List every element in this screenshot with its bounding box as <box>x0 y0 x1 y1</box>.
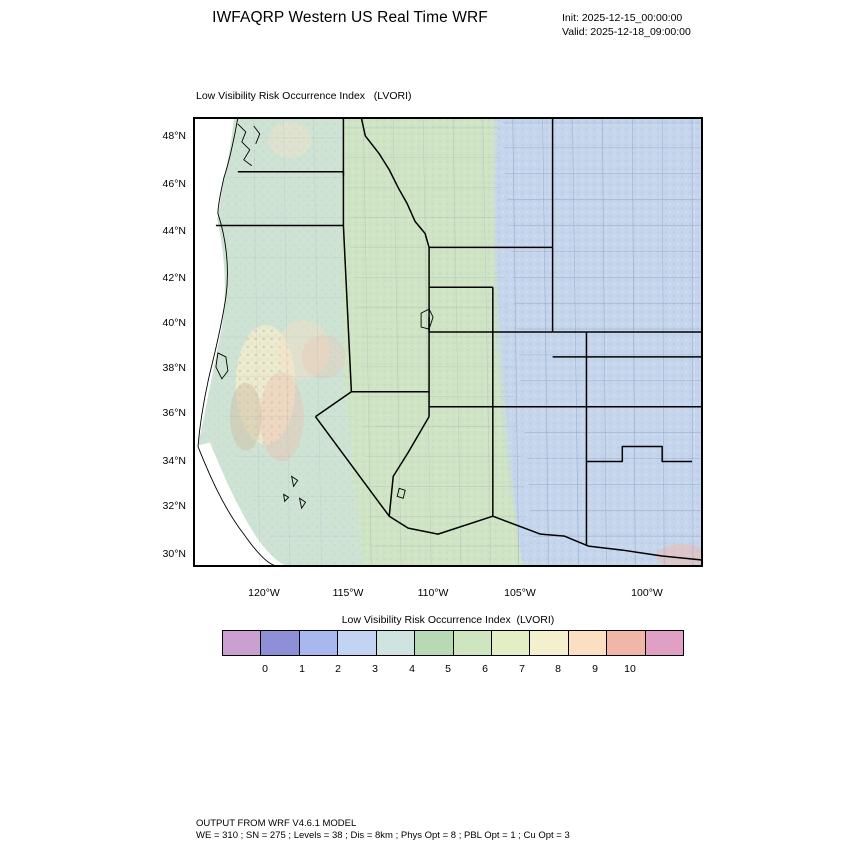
colorbar-tick: 4 <box>409 663 415 675</box>
y-axis-tick: 38°N <box>162 362 186 374</box>
colorbar-swatch <box>337 631 375 655</box>
colorbar-tick: 2 <box>335 663 341 675</box>
colorbar-swatch <box>260 631 298 655</box>
colorbar-tick: 3 <box>372 663 378 675</box>
x-axis-tick: 115°W <box>332 587 364 599</box>
y-axis-tick: 30°N <box>162 548 186 560</box>
x-axis-tick: 120°W <box>248 587 280 599</box>
y-axis-tick: 42°N <box>162 272 186 284</box>
colorbar-swatch <box>414 631 452 655</box>
y-axis-tick: 40°N <box>162 317 186 329</box>
map-canvas <box>194 118 702 566</box>
colorbar-tick: 5 <box>445 663 451 675</box>
colorbar-tick: 9 <box>592 663 598 675</box>
model-output-line: OUTPUT FROM WRF V4.6.1 MODEL <box>196 818 357 829</box>
colorbar-swatch <box>645 631 683 655</box>
colorbar[interactable] <box>222 630 684 656</box>
colorbar-swatch <box>223 631 260 655</box>
y-axis-tick: 36°N <box>162 407 186 419</box>
colorbar-title: Low Visibility Risk Occurrence Index (LVORI) <box>341 614 555 626</box>
colorbar-swatch <box>568 631 606 655</box>
y-axis-tick: 46°N <box>162 178 186 190</box>
page-title: IWFAQRP Western US Real Time WRF <box>212 9 488 26</box>
colorbar-swatch <box>606 631 644 655</box>
colorbar-tick: 6 <box>482 663 488 675</box>
valid-time-label: Valid: 2025-12-18_09:00:00 <box>562 26 691 38</box>
colorbar-tick: 8 <box>555 663 561 675</box>
colorbar-tick: 0 <box>262 663 268 675</box>
y-axis-tick: 32°N <box>162 500 186 512</box>
map-plot-area[interactable] <box>193 117 703 567</box>
x-axis-tick: 105°W <box>504 587 536 599</box>
plot-title: Low Visibility Risk Occurrence Index (LVORI) <box>196 90 412 102</box>
y-axis-tick: 48°N <box>162 130 186 142</box>
colorbar-swatch <box>529 631 567 655</box>
init-time-label: Init: 2025-12-15_00:00:00 <box>562 12 683 24</box>
y-axis-tick: 34°N <box>162 455 186 467</box>
colorbar-swatch <box>491 631 529 655</box>
x-axis-tick: 110°W <box>417 587 449 599</box>
colorbar-swatch <box>453 631 491 655</box>
colorbar-tick: 7 <box>519 663 525 675</box>
colorbar-tick: 1 <box>299 663 305 675</box>
colorbar-tick: 10 <box>624 663 636 675</box>
x-axis-tick: 100°W <box>631 587 663 599</box>
model-config-line: WE = 310 ; SN = 275 ; Levels = 38 ; Dis = 8km ; Phys Opt = 8 ; PBL Opt = 1 ; Cu Opt = 3 <box>196 830 570 841</box>
y-axis-tick: 44°N <box>162 225 186 237</box>
colorbar-swatch <box>299 631 337 655</box>
colorbar-swatch <box>376 631 414 655</box>
